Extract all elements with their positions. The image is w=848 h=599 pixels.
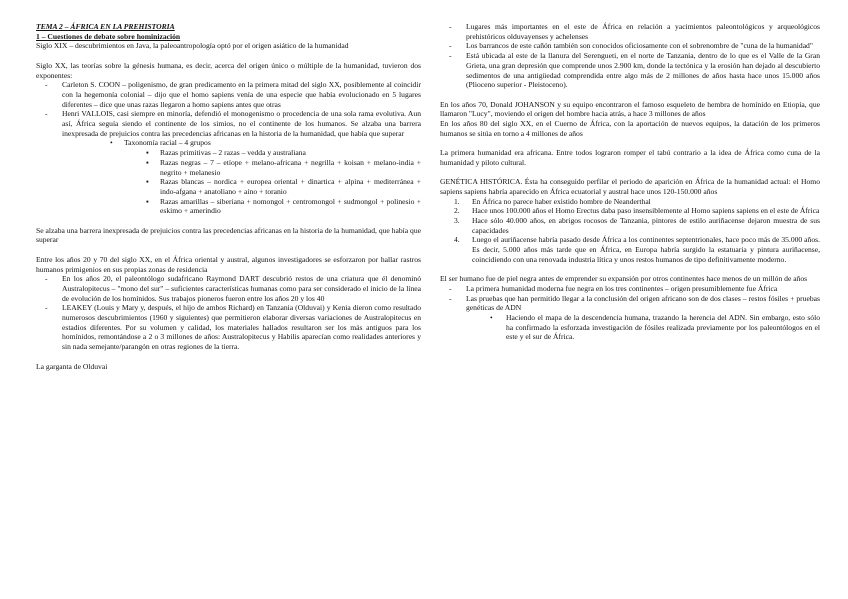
olduvai-list (440, 22, 820, 90)
taxonomy-label: Taxonomía racial – 4 grupos (124, 138, 211, 148)
dna-list (488, 313, 820, 342)
list-item (440, 294, 820, 313)
african-humanity-paragraph: La primera humanidad era africana. Entre todos lograron romper el tabú contrario a la idea de África como cuna de la humanidad y piloto cultural. (440, 148, 820, 167)
theories-paragraph: Siglo XX, las teorías sobre la génesis humana, es decir, acerca del origen único o múltiple de la humanidad, tuvieron dos exponentes: (36, 60, 421, 80)
taxonomy-list (110, 138, 421, 216)
lucy-paragraph: En los años 70, Donald JOHANSON y su equipo encontraron el famoso esqueleto de hembra de homínido en Etiopía, que llamaron "Lucy", moviendo el origen del hombre hacia atrás, a hace 3 millones de años (440, 99, 820, 119)
document-title: TEMA 2 – ÁFRICA EN LA PREHISTORIA (36, 22, 175, 31)
prejudice-paragraph: Se alzaba una barrera inexpresada de prejuicios contra las precedencias africanas en la historia de la humanidad, que había que superar (36, 225, 421, 245)
list-item (440, 235, 820, 264)
genetics-list (440, 197, 820, 265)
list-item-text: Hace sólo 40.000 años, en abrigos rocosos de Tanzania, pintores de estilo auriñacense dejaron muestra de sus capacidades (472, 216, 820, 235)
list-item-text: Las pruebas que han permitido llegar a la conclusión del origen africano son de dos clases – restos fósiles + pruebas genéticas de ADN (466, 293, 820, 313)
list-item-text: Hace unos 100.000 años el Homo Erectus daba paso insensiblemente al Homo sapiens sapiens en el este de África (472, 206, 820, 216)
list-item (36, 109, 421, 216)
list-item: - En los años 20, el paleontólogo sudafricano Raymond DART descubrió restos de una criatura que él denominó Australopitecus – "mono del sur" – suficientes características humanas como para ser considerado el inicio de la línea de evolución de los homínidos. Sus trabajos pioneros fueron entre los años 20 y los 40 (36, 274, 421, 303)
section-heading: 1 – Cuestiones de debate sobre hominización (36, 31, 181, 41)
list-item: ▪ Razas blancas – nordica + europea oriental + dinartica + alpina + mediterránea + indo-afgana + anatoliano + aino + toranio (138, 177, 421, 196)
right-column (440, 22, 820, 342)
left-column (36, 22, 421, 371)
intro-paragraph: Siglo XIX – descubrimientos en Java, la paleoantropología optó por el origen asiático de la humanidad (36, 41, 349, 51)
list-item: - La primera humanidad moderna fue negra en los tres continentes – origen presumiblemente fue África (440, 284, 820, 294)
list-item (110, 138, 421, 216)
list-number: 2. (454, 206, 460, 216)
list-item: ▪ Razas amarillas – siberiana + nomongol + centromongol + sudmongol + polinesio + eskimo + amerindio (138, 197, 421, 216)
olduvai-heading: La garganta de Olduvai (36, 361, 108, 371)
list-number: 4. (454, 235, 460, 245)
exponents-list (36, 80, 421, 216)
list-item: - LEAKEY (Louis y Mary y, después, el hijo de ambos Richard) en Tanzania (Olduvai) y Kenia dieron como resultado numerosos descubrimientos (1960 y siguientes) que permitieron elaborar diversas variaciones de Australopitecus en estadios diferentes. Por su volumen y calidad, los materiales hallados resultaron ser los más antiguos para los homínidos, remontándose a 2 o 3 millones de años: Australopitecus y Habilis aparecían como realidades anteriores y sin nada semejante/parangón en otras regiones de la tierra. (36, 303, 421, 352)
list-item: - Carleton S. COON – poligenismo, de gran predicamento en la primera mitad del siglo XX, posiblemente al coincidir con la hegemonía colonial – dijo que el homo sapiens venía de una especie que había evolucionado en 5 lugares diferentes – dice que unas razas llegaron a homo sapiens antes que otras (36, 80, 421, 109)
races-list (138, 148, 421, 216)
list-item: - Los barrancos de este cañón también son conocidos oficiosamente con el sobrenombre de "cuna de la humanidad" (440, 41, 820, 51)
research-paragraph: Entre los años 20 y 70 del siglo XX, en el África oriental y austral, algunos investigadores se esforzaron por hallar rastros humanos primigenios en sus propias zonas de residencia (36, 254, 421, 274)
black-skin-paragraph: El ser humano fue de piel negra antes de emprender su expansión por otros continentes hace menos de un millón de años (440, 274, 808, 284)
list-item (440, 216, 820, 235)
list-item-text: Luego el auriñacense habría pasado desde África a los continentes septentrionales, hace poco más de 35.000 años. Es decir, 5.000 años más tarde que en África, en Europa habría surgido la estatuaria y pintura auriñacense, coincidiendo con una renovada industria lítica y unos restos humanos de tipo definitivamente moderno. (472, 235, 820, 264)
researchers-list (36, 274, 421, 352)
list-item: ▪ Razas primitivas – 2 razas – vedda y australiana (138, 148, 421, 158)
list-item-text: En África no parece haber existido hombre de Neanderthal (472, 196, 651, 206)
list-item: - Está ubicada al este de la llanura del Serengueti, en el norte de Tanzania, dentro de lo que es el Valle de la Gran Grieta, una gran depresión que comprende unos 2.900 km, donde la tectónica y la erosión han dejado al descubierto sedimentos de una antigüedad comprendida entre algo más de 2 millones de años hasta hace unos 15.000 años (Plioceno superior - Pleistoceno). (440, 51, 820, 90)
list-item: ▪ Razas negras – 7 – etíope + melano-africana + negrilla + koisan + melano-india + negrito + melanesio (138, 158, 421, 177)
list-item: - Lugares más importantes en el este de África en relación a yacimientos paleontológicos y arqueológicos prehistóricos olduvayenses y achelenses (440, 22, 820, 41)
list-item: • Haciendo el mapa de la descendencia humana, trazando la herencia del ADN. Sin embargo, esto sólo ha confirmado la esforzada investigación de fósiles realizada previamente por los paleontólogos en el este y el sur de África. (488, 313, 820, 342)
final-list (440, 284, 820, 313)
list-number: 1. (454, 196, 460, 206)
genetics-paragraph: GENÉTICA HISTÓRICA. Ésta ha conseguido perfilar el periodo de aparición en África de la humanidad actual: el Homo sapiens sapiens habría aparecido en África ecuatorial y austral hace unos 120-150.000 años (440, 177, 820, 196)
list-number: 3. (454, 216, 460, 226)
list-item (440, 206, 820, 216)
list-item (440, 197, 820, 207)
eighties-paragraph: En los años 80 del siglo XX, en el Cuerno de África, con la aportación de nuevos equipos, la datación de los primeros humanos se sitúa en torno a 4 millones de años (440, 119, 820, 138)
list-item-text: Henri VALLOIS, casi siempre en minoría, defendió el monogenismo o procedencia de una sola rama evolutiva. Aun así, África seguía siendo el continente de los simios, no el continente de los humanos. Se alzaba una barrera inexpresada de prejuicios contra las precedencias africanas en la historia de la humanidad, que había que superar (62, 109, 421, 138)
